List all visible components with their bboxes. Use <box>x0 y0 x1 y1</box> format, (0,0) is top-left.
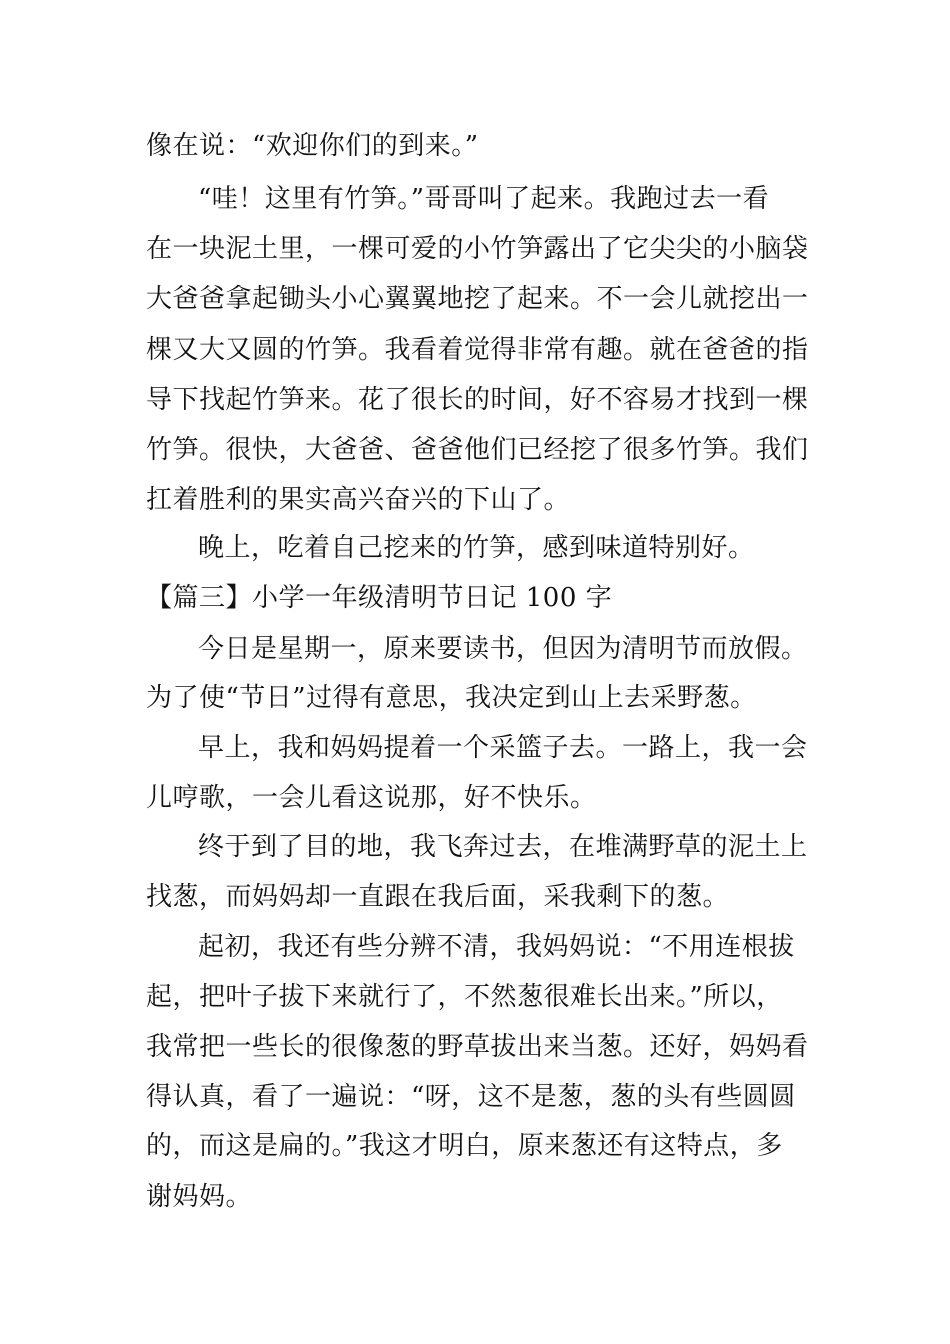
paragraph-start-line: 今日是星期一，原来要读书，但因为清明节而放假。 <box>198 634 808 664</box>
paragraph-start-line: 终于到了目的地，我飞奔过去，在堆满野草的泥土上 <box>198 832 808 862</box>
paragraph-start-line: 起初，我还有些分辨不清，我妈妈说：“不用连根拔 <box>198 932 795 962</box>
text-line: 得认真，看了一遍说：“呀，这不是葱，葱的头有些圆圆 <box>146 1082 796 1112</box>
paragraph-start-line: 晚上，吃着自己挖来的竹笋，感到味道特别好。 <box>198 533 755 563</box>
text-line: 的，而这是扁的。”我这才明白，原来葱还有这特点，多 <box>146 1131 783 1161</box>
text-line: 儿哼歌，一会儿看这说那，好不快乐。 <box>146 783 597 813</box>
text-line: 像在说：“欢迎你们的到来。” <box>146 131 479 161</box>
text-line: 为了使“节日”过得有意思，我决定到山上去采野葱。 <box>146 683 757 713</box>
text-line: 我常把一些长的很像葱的野草拔出来当葱。还好，妈妈看 <box>146 1032 809 1062</box>
text-line: 大爸爸拿起锄头小心翼翼地挖了起来。不一会儿就挖出一 <box>146 284 809 314</box>
text-line: 棵又大又圆的竹笋。我看着觉得非常有趣。就在爸爸的指 <box>146 335 809 365</box>
text-line: 竹笋。很快，大爸爸、爸爸他们已经挖了很多竹笋。我们 <box>146 435 809 465</box>
paragraph-start-line: “哇！这里有竹笋。”哥哥叫了起来。我跑过去一看 <box>198 184 770 214</box>
text-line: 在一块泥土里，一棵可爱的小竹笋露出了它尖尖的小脑袋 <box>146 234 809 264</box>
text-line: 导下找起竹笋来。花了很长的时间，好不容易才找到一棵 <box>146 385 809 415</box>
text-line: 找葱，而妈妈却一直跟在我后面，采我剩下的葱。 <box>146 882 730 912</box>
text-line: 谢妈妈。 <box>146 1182 253 1212</box>
text-line: 起，把叶子拔下来就行了，不然葱很难长出来。”所以， <box>146 982 783 1012</box>
section-heading: 【篇三】小学一年级清明节日记 100 字 <box>146 583 613 613</box>
text-line: 扛着胜利的果实高兴奋兴的下山了。 <box>146 485 571 515</box>
paragraph-start-line: 早上，我和妈妈提着一个采篮子去。一路上，我一会 <box>198 733 808 763</box>
